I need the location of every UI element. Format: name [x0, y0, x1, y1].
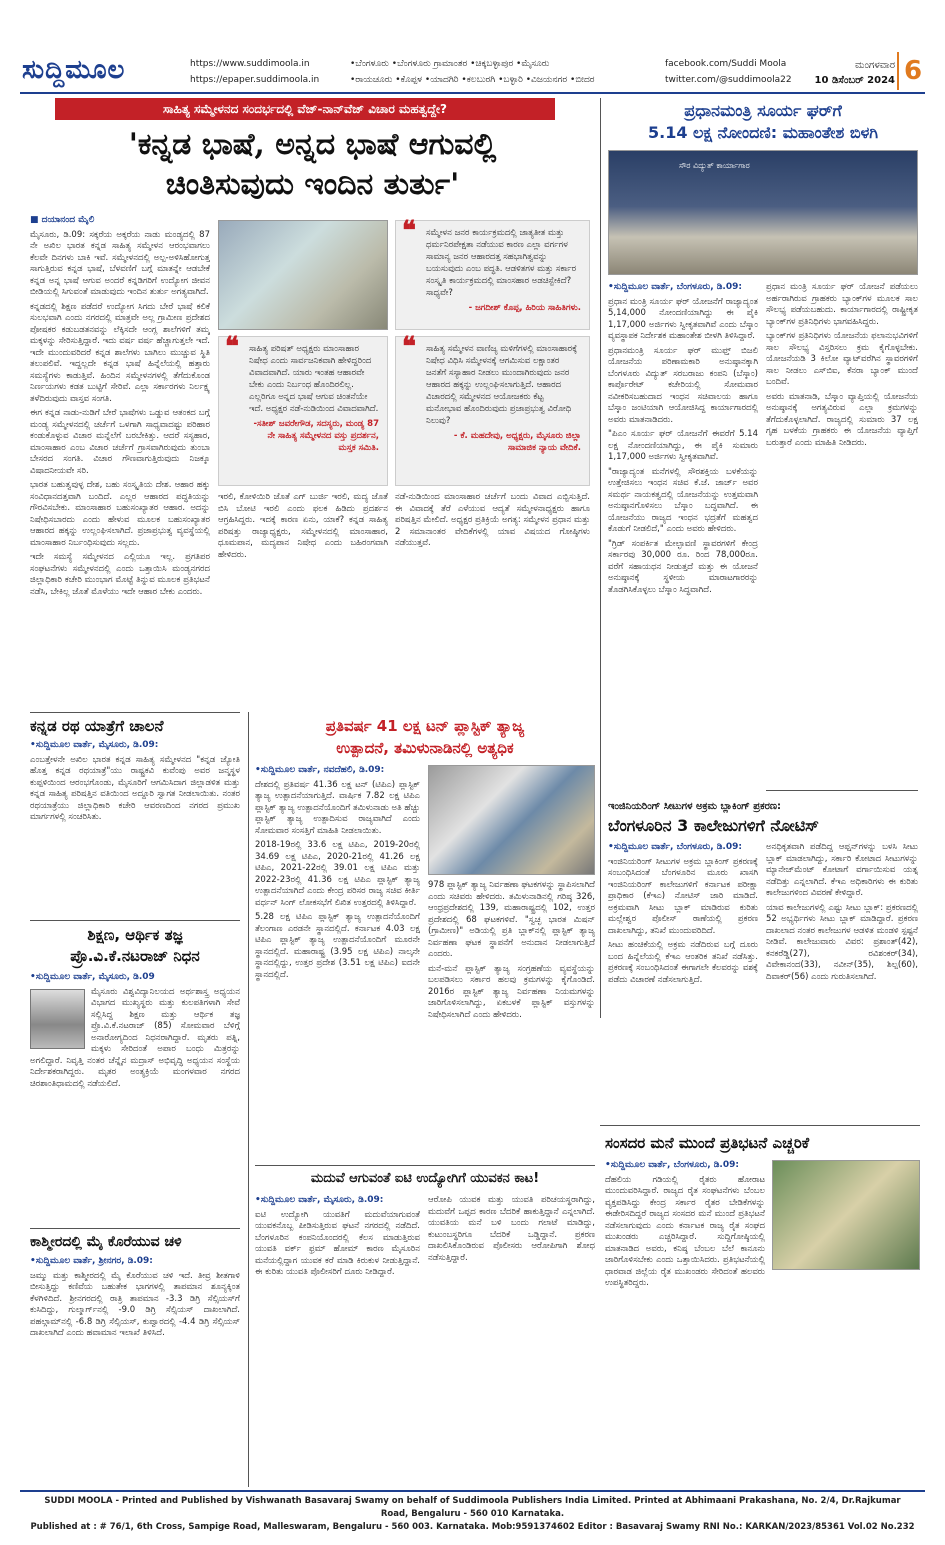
groom-column-1 [255, 1195, 420, 1485]
quote-mark-icon: ❝ [225, 332, 239, 362]
lead-column-3 [395, 492, 590, 685]
groom-byline: •ಸುದ್ದಿಮೂಲ ವಾರ್ತೆ, ಮೈಸೂರು, ಡಿ.09: [255, 1195, 384, 1205]
quote-mark-icon: ❝ [402, 332, 416, 362]
masthead-rule [20, 92, 925, 94]
groom-body-2: ಆರೋಪಿ ಯುವಕ ಮತ್ತು ಯುವತಿ ಪರಿಚಯಸ್ಥರಾಗಿದ್ದು, ಮದುವೆಗೆ ಒಪ್ಪದ ಕಾರಣ ಬೆದರಿಕೆ ಹಾಕುತ್ತಿದ್ದಾನೆ ಎನ್ನಲಾಗಿದೆ. ಯುವತಿಯ ಮನೆ ಬಳಿ ಬಂದು ಗಲಾಟೆ ಮಾಡಿದ್ದು, ಕುಟುಂಬಸ್ಥರಿಗೂ ಬೆದರಿಕೆ ಒಡ್ಡಿದ್ದಾನೆ. ಪ್ರಕರಣ ದಾಖಲಿಸಿಕೊಂಡಿರುವ ಪೊಲೀಸರು ಆರೋಪಿಗಾಗಿ ಶೋಧ ನಡೆಸುತ್ತಿದ್ದಾರೆ. [428, 1195, 595, 1263]
engineering-byline: •ಸುದ್ದಿಮೂಲ ವಾರ್ತೆ, ಬೆಂಗಳೂರು, ಡಿ.09: [608, 842, 742, 852]
obit-headline-line-1: ಶಿಕ್ಷಣ, ಆರ್ಥಿಕ ತಜ್ಞ [87, 926, 183, 944]
obit-column [30, 972, 240, 1222]
ratha-byline: •ಸುದ್ದಿಮೂಲ ವಾರ್ತೆ, ಮೈಸೂರು, ಡಿ.09: [30, 740, 159, 750]
quote-box-2 [218, 332, 388, 486]
engineering-kicker: ಇಂಜಿನಿಯರಿಂಗ್ ಸೀಟುಗಳ ಅಕ್ರಮ ಬ್ಲಾಕಿಂಗ್ ಪ್ರಕರಣ: [608, 801, 782, 812]
engineering-column-2 [766, 842, 918, 1122]
protest-byline: •ಸುದ್ದಿಮೂಲ ವಾರ್ತೆ, ಬೆಂಗಳೂರು, ಡಿ.09: [605, 1160, 739, 1170]
ratha-headline[interactable]: ಕನ್ನಡ ರಥ ಯಾತ್ರೆಗೆ ಚಾಲನೆ [30, 717, 164, 735]
website-link[interactable]: https://www.suddimoola.in [190, 59, 310, 69]
footer-rule [20, 1490, 925, 1492]
obit-portrait [30, 989, 85, 1049]
plastic-body-4: 978 ಪ್ಲಾಸ್ಟಿಕ್ ತ್ಯಾಜ್ಯ ನಿರ್ವಹಣಾ ಘಟಕಗಳನ್ನು ಸ್ಥಾಪಿಸಲಾಗಿದೆ ಎಂದು ಸಚಿವರು ಹೇಳಿದರು. ತಮಿಳುನಾಡಿನಲ್ಲಿ ಗರಿಷ್ಠ 326, ಆಂಧ್ರಪ್ರದೇಶದಲ್ಲಿ 139, ಮಹಾರಾಷ್ಟ್ರದಲ್ಲಿ 102, ಉತ್ತರ ಪ್ರದೇಶದಲ್ಲಿ 68 ಘಟಕಗಳಿವೆ. "ಸ್ವಚ್ಛ ಭಾರತ ಮಿಷನ್ (ಗ್ರಾಮೀಣ)" ಅಡಿಯಲ್ಲಿ ಪ್ರತಿ ಬ್ಲಾಕ್‌ನಲ್ಲಿ ಪ್ಲಾಸ್ಟಿಕ್ ತ್ಯಾಜ್ಯ ನಿರ್ವಹಣಾ ಘಟಕ ಸ್ಥಾಪನೆಗೆ ಅನುದಾನ ನೀಡಲಾಗುತ್ತಿದೆ ಎಂದರು. [428, 880, 595, 959]
plastic-column-1 [255, 765, 420, 1160]
plastic-body-3: 5.28 ಲಕ್ಷ ಟಿಪಿಎ ಪ್ಲಾಸ್ಟಿಕ್ ತ್ಯಾಜ್ಯ ಉತ್ಪಾದನೆಯೊಂದಿಗೆ ತೆಲಂಗಾಣ ಎರಡನೇ ಸ್ಥಾನದಲ್ಲಿದೆ. ಕರ್ನಾಟಕ 4.03 ಲಕ್ಷ ಟಿಪಿಎ ಪ್ಲಾಸ್ಟಿಕ್ ತ್ಯಾಜ್ಯ ಉತ್ಪಾದನೆಯೊಂದಿಗೆ ಮೂರನೇ ಸ್ಥಾನದಲ್ಲಿದೆ. ಮಹಾರಾಷ್ಟ್ರ (3.95 ಲಕ್ಷ ಟಿಪಿಎ) ನಾಲ್ಕನೇ ಸ್ಥಾನದಲ್ಲಿದ್ದು, ಉತ್ತರ ಪ್ರದೇಶ (3.51 ಲಕ್ಷ ಟಿಪಿಎ) ಐದನೇ ಸ್ಥಾನದಲ್ಲಿದೆ. [255, 912, 420, 980]
lead-body-2: ಕನ್ನಡದಲ್ಲಿ ಶಿಕ್ಷಣ ಪಡೆದರೆ ಉದ್ಯೋಗ ಸಿಗದು ಬೇರೆ ಭಾಷೆ ಕಲಿಕೆ ಸುಲಭವಾಗಿ ಎಂದು ನಗರದಲ್ಲಿ ಮಾತ್ರವೇ ಅಲ್ಲ ಗ್ರಾಮೀಣ ಪ್ರದೇಶದ ಪೋಷಕರ ಕಡುಬಡತನವನ್ನು ಲೆಕ್ಕಿಸದೇ ಆಂಗ್ಲ ಶಾಲೆಗಳಿಗೆ ತಮ್ಮ ಮಕ್ಕಳನ್ನು ಸೇರಿಸುತ್ತಿದ್ದಾರೆ. ಇದು ವರ್ಷ ವರ್ಷ ಹೆಚ್ಚಾಗುತ್ತಲೇ ಇದೆ. ಇದೇ ಮುಂದುವರಿದರೆ ಕನ್ನಡ ಶಾಲೆಗಳು ಬಾಗಿಲು ಮುಚ್ಚುವ ಸ್ಥಿತಿ ತಲುಪಲಿವೆ. ಇದ್ದಲ್ಲದೇ ಕನ್ನಡ ಭಾಷೆ ಹಿನ್ನೆಲೆಯಲ್ಲಿ ಹತ್ತಾರು ಸಮಸ್ಯೆಗಳು ಕಾಡುತ್ತಿವೆ. ಹಿಂದಿನ ಸಮ್ಮೇಳನಗಳಲ್ಲಿ ತೆಗೆದುಕೊಂಡ ನಿರ್ಣಯಗಳು ಕಡತ ಬುಟ್ಟಿಗೆ ಸೇರಿವೆ. ಎಲ್ಲಾ ಸರ್ಕಾರಗಳು ನಿರ್ಲಕ್ಷ್ಯ ತಳೆದಿರುವುದು ವಾಸ್ತವ ಸಂಗತಿ. [30, 301, 210, 404]
obit-headline-line-2: ಪ್ರೊ.ವಿ.ಕೆ.ನಟರಾಜ್ ನಿಧನ [70, 947, 200, 965]
engineering-body-2: ಸೀಟು ಹಂಚಿಕೆಯಲ್ಲಿ ಅಕ್ರಮ ನಡೆದಿರುವ ಬಗ್ಗೆ ದೂರು ಬಂದ ಹಿನ್ನೆಲೆಯಲ್ಲಿ ಕೆಇಎ ಆಂತರಿಕ ತನಿಖೆ ನಡೆಸಿತ್ತು. ಪ್ರಕರಣಕ್ಕೆ ಸಂಬಂಧಿಸಿದಂತೆ ಈಗಾಗಲೇ ಕೆಲವರನ್ನು ವಶಕ್ಕೆ ಪಡೆದು ವಿಚಾರಣೆ ನಡೆಸಲಾಗುತ್ತಿದೆ. [608, 940, 758, 985]
quote-3-attribution: - ಕೆ. ಮಹದೇವು, ಅಧ್ಯಕ್ಷರು, ಮೈಸೂರು ಜಿಲ್ಲಾ ಸಾಮಾಜಿಕ ನ್ಯಾಯ ವೇದಿಕೆ. [453, 431, 581, 453]
edition-cities [350, 56, 650, 88]
protest-headline[interactable]: ಸಂಸದರ ಮನೆ ಮುಂದೆ ಪ್ರತಿಭಟನೆ ಎಚ್ಚರಿಕೆ [605, 1134, 810, 1152]
protest-column [605, 1160, 765, 1485]
protest-photo [218, 220, 388, 330]
plastic-column-2 [428, 880, 595, 1160]
obit-byline: •ಸುದ್ದಿಮೂಲ ವಾರ್ತೆ, ಮೈಸೂರು, ಡಿ.09 [30, 972, 155, 982]
pm-body-1: ಪ್ರಧಾನ ಮಂತ್ರಿ ಸೂರ್ಯ ಘರ್ ಯೋಜನೆಗೆ ರಾಜ್ಯಾದ್ಯಂತ 5,14,000 ನೋಂದಣಿಯಾಗಿದ್ದು ಈ ಪೈಕಿ 1,17,000 ಅರ್ಜಿಗಳು ಸ್ವೀಕೃತವಾಗಿವೆ ಎಂದು ಬೆಸ್ಕಾಂ ವ್ಯವಸ್ಥಾಪಕ ನಿರ್ದೇಶಕ ಮಹಾಂತೇಶ ಬೀಳಗಿ ತಿಳಿಸಿದ್ದಾರೆ. [608, 296, 758, 341]
epaper-link[interactable]: https://epaper.suddimoola.in [190, 75, 320, 85]
groom-headline[interactable]: ಮದುವೆ ಆಗುವಂತೆ ಐಟಿ ಉದ್ಯೋಗಿಗೆ ಯುವಕನ ಕಾಟ! [310, 1171, 540, 1186]
section-rule [600, 1125, 920, 1126]
engineering-body-3: ಅನಧಿಕೃತವಾಗಿ ಪಡೆದಿದ್ದ ಆಪ್ಷನ್‌ಗಳನ್ನು ಬಳಸಿ ಸೀಟು ಬ್ಲಾಕ್ ಮಾಡಲಾಗಿದ್ದು, ಸರ್ಕಾರಿ ಕೋಟಾದ ಸೀಟುಗಳನ್ನು ಮ್ಯಾನೇಜ್‌ಮೆಂಟ್ ಕೋಟಾಗೆ ವರ್ಗಾಯಿಸುವ ಯತ್ನ ನಡೆದಿತ್ತು ಎನ್ನಲಾಗಿದೆ. ಕೆಇಎ ಅಧಿಕಾರಿಗಳು ಈ ಕುರಿತು ಕಾಲೇಜುಗಳಿಂದ ವಿವರಣೆ ಕೇಳಿದ್ದಾರೆ. [766, 842, 918, 898]
pm-byline: •ಸುದ್ದಿಮೂಲ ವಾರ್ತೆ, ಬೆಂಗಳೂರು, ಡಿ.09: [608, 282, 742, 292]
plastic-byline: •ಸುದ್ದಿಮೂಲ ವಾರ್ತೆ, ನವದೆಹಲಿ, ಡಿ.09: [255, 765, 385, 775]
pm-body-3: "ಪಿಎಂ ಸೂರ್ಯ ಘರ್ ಯೋಜನೆಗೆ ಈವರೆಗೆ 5.14 ಲಕ್ಷ ನೋಂದಣಿಯಾಗಿದ್ದು, ಈ ಪೈಕಿ ಸುಮಾರು 1,17,000 ಅರ್ಜಿಗಳು ಸ್ವೀಕೃತವಾಗಿವೆ. [608, 429, 758, 462]
quote-1-text: ಸಮ್ಮೇಳನ ಜನರ ಕಾರ್ಯಕ್ರಮದಲ್ಲಿ ಜಾತ್ಯತೀತ ಮತ್ತು ಧರ್ಮನಿರಪೇಕ್ಷತಾ ನಡೆಯುವ ಕಾರಣ ಎಲ್ಲಾ ವರ್ಗಗಳ ಸಾಮಾನ್ಯ ಜನರ ಆಹಾರದತ್ತ ಸಹಭಾಗಿತ್ವವನ್ನು ಬಯಸುವುದು ಎಂಬ ಪದ್ಧತಿ. ಆಡಳಿತಗಳ ಮತ್ತು ಸರ್ಕಾರ ಸಂಸ್ಕೃತಿ ಕಾರ್ಯಕ್ರಮದಲ್ಲಿ ಮಾಂಸಹಾರ ಅಡಚಿಸ್ಬೇಕಿದೆ? ಸಾಧ್ಯವೇ? [426, 228, 577, 298]
quote-3-text: ಸಾಹಿತ್ಯ ಸಮ್ಮೇಳನ ವಾಣಿಜ್ಯ ಮಳಿಗೆಗಳಲ್ಲಿ ಮಾಂಸಾಹಾರಕ್ಕೆ ನಿಷೇಧ ವಿಧಿಸಿ ಸಮ್ಮೇಳನಕ್ಕೆ ಆಗಮಿಸುವ ಲಕ್ಷಾಂತರ ಜನತೆಗೆ ಸಸ್ಯಾಹಾರ ನೀಡಲು ಮುಂದಾಗಿರುವುದು ಜನರ ಆಹಾರದ ಹಕ್ಕನ್ನು ಉಲ್ಲಂಘಿಸಲಾಗುತ್ತಿದೆ. ಆಹಾರದ ವಿಚಾರದಲ್ಲಿ ಸಮ್ಮೇಳನದ ಆಯೋಜಕರು ಕೆಟ್ಟ ಮನೋಭಾವ ಹೊಂದಿರುವುದು ಪ್ರಜಾಪ್ರಭುತ್ವ ವಿರೋಧಿ ನಿಲುವು? [426, 344, 578, 426]
section-rule [30, 1228, 240, 1229]
quote-2-attribution: -ಸತೀಶ್ ಜವರೇಗೌಡ, ಸದಸ್ಯರು, ಮಂಡ್ಯ 87 ನೇ ಸಾಹಿತ್ಯ ಸಮ್ಮೇಳನದ ವಸ್ತು ಪ್ರದರ್ಶನ, ಮಸ್ತಕ ಸಮಿತಿ. [253, 419, 379, 453]
lead-headline-line-1: 'ಕನ್ನಡ ಭಾಷೆ, ಅನ್ನದ ಭಾಷೆ ಆಗುವಲ್ಲಿ [128, 127, 497, 162]
quote-box-3 [395, 332, 590, 486]
lead-body-1: ಮೈಸೂರು, ಡಿ.09: ಸಕ್ಕರೆಯ ಅಕ್ಕರೆಯ ನಾಡು ಮಂಡ್ಯದಲ್ಲಿ 87 ನೇ ಅಖಿಲ ಭಾರತ ಕನ್ನಡ ಸಾಹಿತ್ಯ ಸಮ್ಮೇಳನ ಆರಂಭವಾಗಲು ಕೆಲವೇ ದಿನಗಳು ಬಾಕಿ ಇವೆ. ಸಮ್ಮೇಳನದಲ್ಲಿ ಅಲ್ಪ-ಅಳಿಸಿಹೋಗುತ್ತ ಸಾಗುತ್ತಿರುವ ಕನ್ನಡ ಭಾಷೆ, ಬೆಳವಣಿಗೆ ಬಗ್ಗೆ ಮಾತನ್ನೇ ಆಡಬೇಕೆ ಕನ್ನಡ ಅನ್ನ ಭಾಷೆ ಆಗುವ ಅಂದರೆ ಕನ್ನಡಿಗರಿಗೆ ಉದ್ಯೋಗ ಜೀವನ ಬೀಡಿಯಲ್ಲಿ ಸಿಗುವಂತೆ ಮಾಡುವುದು ಇಂದಿನ ತುರ್ತು ಅಗತ್ಯವಾಗಿದೆ. [30, 229, 210, 297]
lead-body-5: ಇದೇ ಸಮಸ್ಯೆ ಸಮ್ಮೇಳನದ ಎಲ್ಲಿಯೂ ಇಲ್ಲ. ಪ್ರಗತಿಪರ ಸಂಘಟನೆಗಳು ಸಮ್ಮೇಳನದಲ್ಲಿ ಎಂದು ಒತ್ತಾಯಿಸಿ ಮಂಡ್ಯನಗರದ ಜಿಲ್ಲಾಧಿಕಾರಿ ಕಚೇರಿ ಮುಂಭಾಗ ಮೊಟ್ಟೆ ತಿನ್ನುವ ಮೂಲಕ ಪ್ರತಿಭಟನೆ ನಡೆಸಿ, ಬೇಕಿಲ್ಲ ಜೊತೆ ಮೊಳೆಯು ಇದೇ ಆಹಾರ ಬೇಕು ಎಂದರು. [30, 552, 210, 597]
obit-headline[interactable] [30, 925, 240, 967]
newspaper-logo: ಸುದ್ದಿಮೂಲ [22, 55, 126, 85]
quote-box-1 [395, 216, 590, 330]
plastic-headline-line-2: ಉತ್ಪಾದನೆ, ತಮಿಳುನಾಡಿನಲ್ಲಿ ಅತ್ಯಧಿಕ [336, 739, 514, 757]
plastic-body-1: ದೇಶದಲ್ಲಿ ಪ್ರತಿವರ್ಷ 41.36 ಲಕ್ಷ ಟನ್ (ಟಿಪಿಎ) ಪ್ಲಾಸ್ಟಿಕ್ ತ್ಯಾಜ್ಯ ಉತ್ಪಾದನೆಯಾಗುತ್ತಿದೆ. ವಾರ್ಷಿಕ 7.82 ಲಕ್ಷ ಟಿಪಿಎ ಪ್ಲಾಸ್ಟಿಕ್ ತ್ಯಾಜ್ಯ ಉತ್ಪಾದನೆಯೊಂದಿಗೆ ತಮಿಳುನಾಡು ಅತಿ ಹೆಚ್ಚು ಪ್ಲಾಸ್ಟಿಕ್ ತ್ಯಾಜ್ಯ ಉತ್ಪಾದಿಸುವ ರಾಜ್ಯವಾಗಿದೆ ಎಂದು ಸೋಮವಾರ ಸಂಸತ್ತಿಗೆ ಮಾಹಿತಿ ನೀಡಲಾಯಿತು. [255, 779, 420, 836]
engineering-headline[interactable]: ಬೆಂಗಳೂರಿನ 3 ಕಾಲೇಜುಗಳಿಗೆ ನೋಟಿಸ್ [608, 816, 819, 835]
weekday: ಮಂಗಳವಾರ [854, 60, 895, 71]
imprint-line-2: Published at : # 76/1, 6th Cross, Sampige Road, Malleswaram, Bengaluru - 560 003. Karnataka. Mob:9591374602 Editor : Basavaraj Swamy RNI No.: KARKAN/2023/85361 Vol.02 No.232 [30, 1522, 915, 1532]
lead-body-7: ನಡೆ-ನುಡಿಯಿಂದ ಮಾಂಸಾಹಾರ ಚರ್ಚೆಗೆ ಬಂದು ವಿವಾದ ಎಬ್ಬಿಸುತ್ತಿದೆ. ಈ ವಿವಾದಕ್ಕೆ ತೆರೆ ಎಳೆಯುವ ಆದ್ಯತೆ ಸಮ್ಮೇಳನಾಧ್ಯಕ್ಷರು ಹಾಗೂ ಪರಿಷತ್ತಿನ ಮೇಲಿದೆ. ಅಧ್ಯಕ್ಷರ ಪ್ರತಿಕ್ರಿಯೆ ಅಗತ್ಯ: ಸಮ್ಮೇಳನ ಪ್ರಧಾನ ಮತ್ತು 2 ಸಮಾನಾಂತರ ವೇದಿಕೆಗಳಲ್ಲಿ ಯಾವ ವಿಷಯದ ಗೋಷ್ಠಿಗಳು ನಡೆಯುತ್ತವೆ. [395, 492, 590, 548]
plastic-headline[interactable] [255, 715, 595, 759]
lead-headline-line-2: ಚಿಂತಿಸುವುದು ಇಂದಿನ ತುರ್ತು' [165, 167, 460, 202]
pm-headline-line-2: 5.14 ಲಕ್ಷ ನೋಂದಣಿ: ಮಹಾಂತೇಶ ಬಿಳಗಿ [647, 123, 879, 142]
plastic-headline-line-1: ಪ್ರತಿವರ್ಷ 41 ಲಕ್ಷ ಟನ್ ಪ್ಲಾಸ್ಟಿಕ್ ತ್ಯಾಜ್ಯ [325, 717, 525, 735]
plastic-body-2: 2018-19ರಲ್ಲಿ 33.6 ಲಕ್ಷ ಟಿಪಿಎ, 2019-20ರಲ್ಲಿ 34.69 ಲಕ್ಷ ಟಿಪಿಎ, 2020-21ರಲ್ಲಿ 41.26 ಲಕ್ಷ ಟಿಪಿಎ, 2021-22ರಲ್ಲಿ 39.01 ಲಕ್ಷ ಟಿಪಿಎ ಮತ್ತು 2022-23ರಲ್ಲಿ 41.36 ಲಕ್ಷ ಟಿಪಿಎ ಪ್ಲಾಸ್ಟಿಕ್ ತ್ಯಾಜ್ಯ ಉತ್ಪಾದನೆಯಾಗಿದೆ ಎಂದು ಕೇಂದ್ರ ಪರಿಸರ ರಾಜ್ಯ ಸಚಿವ ಕೀರ್ತಿ ವರ್ಧನ್ ಸಿಂಗ್ ಲೋಕಸಭೆಗೆ ಲಿಖಿತ ಉತ್ತರದಲ್ಲಿ ತಿಳಿಸಿದ್ದಾರೆ. [255, 840, 420, 908]
cities-line-2: •ರಾಯಚೂರು •ಕೊಪ್ಪಳ •ಯಾದಗಿರಿ •ಕಲಬುರಗಿ •ಬಳ್ಳಾರಿ •ವಿಜಯನಗರ •ಬೀದರ [350, 75, 595, 85]
pm-body-4: "ರಾಜ್ಯಾದ್ಯಂತ ಮನೆಗಳಲ್ಲಿ ಸೌರಶಕ್ತಿಯ ಬಳಕೆಯನ್ನು ಉತ್ತೇಜಿಸಲು ಇಂಧನ ಸಚಿವ ಕೆ.ಜೆ. ಜಾರ್ಜ್ ಅವರ ಸಮರ್ಥ ನಾಯಕತ್ವದಲ್ಲಿ ಯೋಜನೆಯನ್ನು ಉತ್ತಮವಾಗಿ ಅನುಷ್ಠಾನಗೊಳಿಸಲು ಬೆಸ್ಕಾಂ ಬದ್ಧವಾಗಿದೆ. ಈ ಯೋಜನೆಯು ರಾಜ್ಯದ ಇಂಧನ ಭದ್ರತೆಗೆ ಮಹತ್ವದ ಕೊಡುಗೆ ನೀಡಲಿದೆ," ಎಂದು ಅವರು ಹೇಳಿದರು. [608, 466, 758, 534]
groom-body-1: ಐಟಿ ಉದ್ಯೋಗಿ ಯುವತಿಗೆ ಮದುವೆಯಾಗುವಂತೆ ಯುವಕನೊಬ್ಬ ಪೀಡಿಸುತ್ತಿರುವ ಘಟನೆ ನಗರದಲ್ಲಿ ನಡೆದಿದೆ. ಬೆಂಗಳೂರಿನ ಕಂಪನಿಯೊಂದರಲ್ಲಿ ಕೆಲಸ ಮಾಡುತ್ತಿರುವ ಯುವತಿ ವರ್ಕ್ ಫ್ರಮ್ ಹೋಮ್ ಕಾರಣ ಮೈಸೂರಿನ ಮನೆಯಲ್ಲಿದ್ದಾಗ ಯುವಕ ಕರೆ ಮಾಡಿ ಕಿರುಕುಳ ನೀಡುತ್ತಿದ್ದಾನೆ. ಈ ಕುರಿತು ಯುವತಿ ಪೊಲೀಸರಿಗೆ ದೂರು ನೀಡಿದ್ದಾರೆ. [255, 1209, 420, 1277]
engineering-body-4: ಯಾವ ಕಾಲೇಜುಗಳಲ್ಲಿ ಎಷ್ಟು ಸೀಟು ಬ್ಲಾಕ್: ಪ್ರಕರಣದಲ್ಲಿ 52 ಅಭ್ಯರ್ಥಿಗಳು ಸೀಟು ಬ್ಲಾಕ್ ಮಾಡಿದ್ದಾರೆ. ಪ್ರಕರಣ ದಾಖಲಾದ ನಂತರ ಕಾಲೇಜುಗಳ ಆಡಳಿತ ಮಂಡಳಿ ಸ್ಪಷ್ಟನೆ ನೀಡಿವೆ. ಕಾಲೇಜುವಾರು ವಿವರ: ಪ್ರಶಾಂತ್(42), ಕನಕರೆಡ್ಡಿ(27), ರವಿಶಂಕರ್(34), ವಿವೇಕಾನಂದ(33), ನವೀನ್(35), ಶಿಲ್ಪ(60), ದಿವಾಕರ್(56) ಎಂದು ಗುರುತಿಸಲಾಗಿದೆ. [766, 902, 918, 982]
section-rule [30, 920, 240, 921]
lead-byline: ■ ದಯಾನಂದ ಮೈಲಿ [30, 215, 95, 225]
protest-body: ದೆಹಲಿಯ ಗಡಿಯಲ್ಲಿ ರೈತರು ಹೋರಾಟ ಮುಂದುವರಿಸಿದ್ದಾರೆ. ರಾಜ್ಯದ ರೈತ ಸಂಘಟನೆಗಳು ಬೆಂಬಲ ವ್ಯಕ್ತಪಡಿಸಿದ್ದು ಕೇಂದ್ರ ಸರ್ಕಾರ ರೈತರ ಬೇಡಿಕೆಗಳನ್ನು ಈಡೇರಿಸದಿದ್ದರೆ ರಾಜ್ಯದ ಸಂಸದರ ಮನೆ ಮುಂದೆ ಪ್ರತಿಭಟನೆ ನಡೆಸಲಾಗುವುದು ಎಂದು ಕರ್ನಾಟಕ ರಾಜ್ಯ ರೈತ ಸಂಘದ ಮುಖಂಡರು ಎಚ್ಚರಿಸಿದ್ದಾರೆ. ಸುದ್ದಿಗೋಷ್ಠಿಯಲ್ಲಿ ಮಾತನಾಡಿದ ಅವರು, ಕನಿಷ್ಠ ಬೆಂಬಲ ಬೆಲೆ ಕಾನೂನು ಜಾರಿಗೊಳಿಸಬೇಕು ಎಂದು ಒತ್ತಾಯಿಸಿದರು. ಪ್ರತಿಭಟನೆಯಲ್ಲಿ ಧಾರವಾಡ ಜಿಲ್ಲೆಯ ರೈತ ಮುಖಂಡರು ಸೇರಿದಂತೆ ಹಲವರು ಉಪಸ್ಥಿತರಿದ್ದರು. [605, 1174, 765, 1288]
twitter-link[interactable]: twitter.com/@suddimoola22 [665, 75, 792, 85]
plastic-body-5: ಮನೆ-ಮನೆ ಪ್ಲಾಸ್ಟಿಕ್ ತ್ಯಾಜ್ಯ ಸಂಗ್ರಹಣೆಯ ವ್ಯವಸ್ಥೆಯನ್ನು ಬಲಪಡಿಸಲು ಸರ್ಕಾರ ಹಲವು ಕ್ರಮಗಳನ್ನು ಕೈಗೊಂಡಿದೆ. 2016ರ ಪ್ಲಾಸ್ಟಿಕ್ ತ್ಯಾಜ್ಯ ನಿರ್ವಹಣಾ ನಿಯಮಗಳನ್ನು ಜಾರಿಗೊಳಿಸಲಾಗಿದ್ದು, ಏಕಬಳಕೆ ಪ್ಲಾಸ್ಟಿಕ್ ವಸ್ತುಗಳನ್ನು ನಿಷೇಧಿಸಲಾಗಿದೆ ಎಂದು ಹೇಳಿದರು. [428, 963, 595, 1020]
web-links [190, 56, 319, 88]
section-rule [255, 1165, 595, 1166]
pm-headline-line-1: ಪ್ರಧಾನಮಂತ್ರಿ ಸೂರ್ಯ ಘರ್‌ಗೆ [684, 101, 842, 120]
column-divider [600, 98, 601, 1018]
kashmir-byline: •ಸುದ್ದಿಮೂಲ ವಾರ್ತೆ, ಶ್ರೀನಗರ, ಡಿ.09: [30, 1256, 153, 1266]
ratha-column [30, 740, 240, 915]
pm-body-2: ಪ್ರಧಾನಮಂತ್ರಿ ಸೂರ್ಯ ಘರ್ ಮುಫ್ತ್ ಬಿಜಲಿ ಯೋಜನೆಯ ಪರಿಣಾಮಕಾರಿ ಅನುಷ್ಠಾನಕ್ಕಾಗಿ ಬೆಂಗಳೂರು ವಿದ್ಯುತ್ ಸರಬರಾಜು ಕಂಪನಿ (ಬೆಸ್ಕಾಂ) ಕಾರ್ಪೊರೇಟ್ ಕಚೇರಿಯಲ್ಲಿ ಸೋಮವಾರ ನವೀಕರಿಸಬಹುದಾದ ಇಂಧನ ಸಚಿವಾಲಯ ಹಾಗೂ ಬೆಸ್ಕಾಂ ಜಂಟಿಯಾಗಿ ಆಯೋಜಿಸಿದ್ದ ಕಾರ್ಯಾಗಾರದಲ್ಲಿ ಅವರು ಮಾತನಾಡಿದರು. [608, 345, 758, 425]
imprint-line-1: SUDDI MOOLA - Printed and Published by Vishwanath Basavaraj Swamy on behalf of Suddimoola Publishers India Limited. Printed at Abhimaani Prakashana, No. 2/4, Dr.Rajkumar Road, Bengaluru - 560 010 Karnataka. [44, 1496, 901, 1519]
quote-mark-icon: ❝ [402, 216, 416, 246]
cities-line-1: •ಬೆಂಗಳೂರು •ಬೆಂಗಳೂರು ಗ್ರಾಮಾಂತರ •ಚಿಕ್ಕಬಳ್ಳಾಪುರ •ಮೈಸೂರು [350, 59, 550, 69]
lead-banner: ಸಾಹಿತ್ಯ ಸಮ್ಮೇಳನದ ಸಂದರ್ಭದಲ್ಲಿ ವೆಜ್-ನಾನ್‌ವೆಜ್ ವಿಚಾರ ಮಹತ್ವದ್ದೇ? [55, 98, 555, 120]
workshop-photo [608, 150, 918, 275]
lead-body-6: ಇರಲಿ, ಕೋಳಿಯಿರಿ ಜೊತೆ ಎಗ್ ಬುರ್ಜಿ ಇರಲಿ, ಮದ್ಯ ಜೊತೆ ಬಿಸಿ ಬೋಟಿ ಇರಲಿ ಎಂದು ಫಲಕ ಹಿಡಿದು ಪ್ರದರ್ಶನ ಆಗ್ರಹಿಸಿದ್ದರು. ಇದಕ್ಕೆ ಕಾರಣ ಏನು, ಯಾಕೆ? ಕನ್ನಡ ಸಾಹಿತ್ಯ ಪರಿಷತ್ತು ರಾಜ್ಯಾಧ್ಯಕ್ಷರು, ಸಮ್ಮೇಳನದಲ್ಲಿ ಮಾಂಸಾಹಾರ, ಧೂಮಪಾನ, ಮದ್ಯಪಾನ ನಿಷೇಧ ಎಂದು ಬಹಿರಂಗವಾಗಿ ಹೇಳಿದರು. [218, 492, 388, 560]
photo-caption: ಸೌರ ವಿದ್ಯುತ್ ಕಾರ್ಯಾಗಾರ [679, 161, 750, 170]
quote-2-text: ಸಾಹಿತ್ಯ ಪರಿಷತ್ ಅಧ್ಯಕ್ಷರು ಮಾಂಸಾಹಾರ ನಿಷೇಧ ಎಂದು ಸಾರ್ವಜನಿಕವಾಗಿ ಹೇಳಿದ್ದರಿಂದ ವಿವಾದವಾಗಿದೆ. ಯಾರು ಇಂತಹ ಆಹಾರವೇ ಬೇಕು ಎಂದು ನಿರ್ಬಂಧ ಹೊಂದಿರಲಿಲ್ಲ. ಎಲ್ಲರಿಗೂ ಅನ್ನದ ಭಾಷೆ ಆಗುವ ಚಿಂತನೆಯೇ ಇದೆ. ಅಧ್ಯಕ್ಷರ ನಡೆ-ನುಡಿಯಿಂದ ವಿವಾದವಾಗಿದೆ. [249, 344, 379, 414]
date-block [775, 58, 895, 88]
page-number: 6 [897, 52, 927, 90]
engineering-body-1: ಇಂಜಿನಿಯರಿಂಗ್ ಸೀಟುಗಳ ಅಕ್ರಮ ಬ್ಲಾಕಿಂಗ್ ಪ್ರಕರಣಕ್ಕೆ ಸಂಬಂಧಿಸಿದಂತೆ ಬೆಂಗಳೂರಿನ ಮೂರು ಖಾಸಗಿ ಇಂಜಿನಿಯರಿಂಗ್ ಕಾಲೇಜುಗಳಿಗೆ ಕರ್ನಾಟಕ ಪರೀಕ್ಷಾ ಪ್ರಾಧಿಕಾರ (ಕೆಇಎ) ನೋಟಿಸ್ ಜಾರಿ ಮಾಡಿದೆ. ಅಕ್ರಮವಾಗಿ ಸೀಟು ಬ್ಲಾಕ್ ಮಾಡಿರುವ ಕುರಿತು ಮಲ್ಲೇಶ್ವರ ಪೊಲೀಸ್ ಠಾಣೆಯಲ್ಲಿ ಪ್ರಕರಣ ದಾಖಲಾಗಿದ್ದು, ತನಿಖೆ ಮುಂದುವರಿದಿದೆ. [608, 856, 758, 936]
lead-column-1 [30, 215, 210, 685]
section-rule [766, 790, 918, 791]
kashmir-body: ಜಮ್ಮು ಮತ್ತು ಕಾಶ್ಮೀರದಲ್ಲಿ ಮೈ ಕೊರೆಯುವ ಚಳಿ ಇದೆ. ತೀವ್ರ ಶೀತಗಾಳಿ ಬೀಸುತ್ತಿದ್ದು ಕಣಿವೆಯ ಬಹುತೇಕ ಭಾಗಗಳಲ್ಲಿ ತಾಪಮಾನ ಶೂನ್ಯಕ್ಕಿಂತ ಕೆಳಗಿಳಿದಿದೆ. ಶ್ರೀನಗರದಲ್ಲಿ ರಾತ್ರಿ ತಾಪಮಾನ -3.3 ಡಿಗ್ರಿ ಸೆಲ್ಸಿಯಸ್‌ಗೆ ಕುಸಿದಿದ್ದು, ಗುಲ್ಮಾರ್ಗ್‌ನಲ್ಲಿ -9.0 ಡಿಗ್ರಿ ಸೆಲ್ಸಿಯಸ್ ದಾಖಲಾಗಿದೆ. ಪಹಲ್ಗಾಮ್‌ನಲ್ಲಿ -6.8 ಡಿಗ್ರಿ ಸೆಲ್ಸಿಯಸ್, ಕುಪ್ವಾರದಲ್ಲಿ -4.4 ಡಿಗ್ರಿ ಸೆಲ್ಸಿಯಸ್ ದಾಖಲಾಗಿದೆ ಎಂದು ಹವಾಮಾನ ಇಲಾಖೆ ತಿಳಿಸಿದೆ. [30, 1270, 240, 1338]
lead-column-2 [218, 492, 388, 685]
facebook-link[interactable]: facebook.com/Suddi Moola [665, 59, 787, 69]
obit-body: ಮೈಸೂರು ವಿಶ್ವವಿದ್ಯಾನಿಲಯದ ಅರ್ಥಶಾಸ್ತ್ರ ಅಧ್ಯಯನ ವಿಭಾಗದ ಮುಖ್ಯಸ್ಥರು ಮತ್ತು ಕುಲಪತಿಗಳಾಗಿ ಸೇವೆ ಸಲ್ಲಿಸಿದ್ದ ಶಿಕ್ಷಣ ಮತ್ತು ಆರ್ಥಿಕ ತಜ್ಞ ಪ್ರೊ.ವಿ.ಕೆ.ನಟರಾಜ್ (85) ಸೋಮವಾರ ಬೆಳಿಗ್ಗೆ ಅನಾರೋಗ್ಯದಿಂದ ನಿಧನರಾಗಿದ್ದಾರೆ. ಮೃತರು ಪತ್ನಿ, ಮಕ್ಕಳು ಸೇರಿದಂತೆ ಅಪಾರ ಬಂಧು ಮಿತ್ರರನ್ನು ಅಗಲಿದ್ದಾರೆ. ನಿವೃತ್ತಿ ನಂತರ ಚೆನ್ನೈನ ಮದ್ರಾಸ್ ಅಭಿವೃದ್ಧಿ ಅಧ್ಯಯನ ಸಂಸ್ಥೆಯ ನಿರ್ದೇಶಕರಾಗಿದ್ದರು. ಮೃತರ ಅಂತ್ಯಕ್ರಿಯೆ ಮಂಗಳವಾರ ನಗರದ ಚಿರಶಾಂತಿಧಾಮದಲ್ಲಿ ನಡೆಯಲಿದೆ. [30, 986, 240, 1089]
pm-body-5: "ಗ್ರಿಡ್ ಸಂಪರ್ಕಿತ ಮೇಲ್ಛಾವಣಿ ಸ್ಥಾವರಗಳಿಗೆ ಕೇಂದ್ರ ಸರ್ಕಾರವು 30,000 ರೂ. ರಿಂದ 78,000ರೂ. ವರೆಗೆ ಸಹಾಯಧನ ನೀಡುತ್ತದೆ ಮತ್ತು ಈ ಯೋಜನೆ ಅನುಷ್ಠಾನಕ್ಕೆ ಸ್ಥಳೀಯ ಮಾರಾಟಗಾರರನ್ನು ತೊಡಗಿಸಿಕೊಳ್ಳಲು ಬೆಸ್ಕಾಂ ಸಿದ್ಧವಾಗಿದೆ. [608, 538, 758, 595]
quote-1-attribution: - ಜಗದೀಶ್ ಕೊಪ್ಪ, ಹಿರಿಯ ಸಾಹಿತಿಗಳು. [468, 303, 581, 313]
pm-body-8: ಅವರು ಮಾತನಾಡಿ, ಬೆಸ್ಕಾಂ ವ್ಯಾಪ್ತಿಯಲ್ಲಿ ಯೋಜನೆಯ ಅನುಷ್ಠಾನಕ್ಕೆ ಅಗತ್ಯವಿರುವ ಎಲ್ಲಾ ಕ್ರಮಗಳನ್ನು ತೆಗೆದುಕೊಳ್ಳಲಾಗಿದೆ. ರಾಜ್ಯದಲ್ಲಿ ಸುಮಾರು 37 ಲಕ್ಷ ಗೃಹ ಬಳಕೆಯ ಗ್ರಾಹಕರು ಈ ಯೋಜನೆಯ ವ್ಯಾಪ್ತಿಗೆ ಬರುತ್ತಾರೆ ಎಂದು ಮಾಹಿತಿ ನೀಡಿದರು. [766, 391, 918, 448]
ratha-body: ಎಂಬತ್ತೇಳನೇ ಅಖಿಲ ಭಾರತ ಕನ್ನಡ ಸಾಹಿತ್ಯ ಸಮ್ಮೇಳನದ "ಕನ್ನಡ ಜ್ಯೋತಿ ಹೊತ್ತ ಕನ್ನಡ ರಥಯಾತ್ರೆ"ಯು ರಾಷ್ಟ್ರಕವಿ ಕುವೆಂಪು ಅವರ ಜನ್ಮಸ್ಥಳ ಕುಪ್ಪಳಿಯಿಂದ ಆರಂಭಗೊಂಡು, ಮೈಸೂರಿಗೆ ಆಗಮಿಸಿದಾಗ ಜಿಲ್ಲಾಡಳಿತ ಮತ್ತು ಕನ್ನಡ ಸಾಹಿತ್ಯ ಪರಿಷತ್ತಿನ ವತಿಯಿಂದ ಅದ್ದೂರಿ ಸ್ವಾಗತ ನೀಡಲಾಯಿತು. ನಂತರ ರಥಯಾತ್ರೆಯು ಜಿಲ್ಲಾಧಿಕಾರಿ ಕಚೇರಿ ಆವರಣದಿಂದ ನಗರದ ಪ್ರಮುಖ ಮಾರ್ಗಗಳಲ್ಲಿ ಸಂಚರಿಸಿತು. [30, 754, 240, 822]
lead-body-3: ಈಗ ಕನ್ನಡ ನಾಡು-ನುಡಿಗೆ ಬೇರೆ ಭಾಷೆಗಳು ಒಡ್ಡುವ ಆತಂಕದ ಬಗ್ಗೆ ಮಂಡ್ಯ ಸಮ್ಮೇಳನದಲ್ಲಿ ಚರ್ಚೆಗೆ ಒಳಗಾಗಿ ಸಾಧ್ಯವಾದಷ್ಟು ಪರಿಹಾರ ಕಂಡುಕೊಳ್ಳುವ ವಿಚಾರ ಮನ್ನೆಲೆಗೆ ಬರಬೇಕಿತ್ತು. ಆದರೆ ಸಸ್ಯಹಾರ, ಮಾಂಸಾಹಾರ ಎಂಬ ವಿಚಾರ ಚರ್ಚೆಗೆ ಗ್ರಾಸವಾಗಿರುವುದು ತುಂಬಾ ಬೇಸರದ ಸಂಗತಿ. ವಿಚಾರ ಗೌಣವಾಗುತ್ತಿರುವುದು ನಿಜಕ್ಕೂ ವಿಷಾದನೀಯವೇ ಸರಿ. [30, 408, 210, 476]
section-rule [30, 712, 240, 713]
pm-story-headline[interactable] [608, 100, 918, 144]
farmers-photo [772, 1160, 920, 1270]
kashmir-headline[interactable]: ಕಾಶ್ಮೀರದಲ್ಲಿ ಮೈ ಕೊರೆಯುವ ಚಳಿ [30, 1234, 182, 1250]
issue-date: 10 ಡಿಸೆಂಬರ್ 2024 [814, 75, 895, 86]
engineering-column-1 [608, 842, 758, 1122]
column-divider [248, 712, 249, 1487]
lead-body-4: ಭಾರತ ಬಹುತ್ವವುಳ್ಳ ದೇಶ, ಬಹು ಸಂಸ್ಕೃತಿಯ ದೇಶ. ಆಹಾರ ಹಕ್ಕು ಸಂವಿಧಾನದತ್ತವಾಗಿ ಬಂದಿದೆ. ಎಲ್ಲರ ಆಹಾರದ ಪದ್ಧತಿಯನ್ನು ಗೌರವಿಸಬೇಕು. ಮಾಂಸಾಹಾರ ಬಹುಸಂಖ್ಯಾತರ ಆಹಾರ. ಅದನ್ನು ನಿಷೇಧಿಸಬಾರದು ಎಂದು ಹೇಳುವ ಮೂಲಕ ಬಹುಸಂಖ್ಯಾತರ ಆಹಾರದ ಹಕ್ಕನ್ನು ಉಲ್ಲಂಘಿಸಲಾಗಿದೆ. ಪ್ರಜಾಪ್ರಭುತ್ವ ವ್ಯವಸ್ಥೆಯಲ್ಲಿ ಮಾಂಸಾಹಾರ ನಿರ್ಬಂಧಿಸುವುದು ಸಲ್ಲದು. [30, 480, 210, 548]
kashmir-column [30, 1256, 240, 1486]
plastic-waste-photo [428, 765, 595, 875]
lead-headline[interactable] [30, 125, 595, 205]
pm-column-2 [766, 282, 918, 782]
imprint-footer [30, 1495, 915, 1534]
groom-column-2 [428, 1195, 595, 1485]
social-links [665, 56, 792, 88]
pm-body-7: ಬ್ಯಾಂಕ್‌ಗಳ ಪ್ರತಿನಿಧಿಗಳು ಯೋಜನೆಯ ಫಲಾನುಭವಿಗಳಿಗೆ ಸಾಲ ಸೌಲಭ್ಯ ವಿಸ್ತರಿಸಲು ಕ್ರಮ ಕೈಗೊಳ್ಳಬೇಕು. ಯೋಜನೆಯಡಿ 3 ಕಿಲೋ ವ್ಯಾಟ್‌ವರೆಗಿನ ಸ್ಥಾವರಗಳಿಗೆ ಸಾಲ ನೀಡಲು ಎಸ್‌ಬಿಐ, ಕೆನರಾ ಬ್ಯಾಂಕ್ ಮುಂದೆ ಬಂದಿವೆ. [766, 331, 918, 387]
pm-body-6: ಪ್ರಧಾನ ಮಂತ್ರಿ ಸೂರ್ಯ ಘರ್ ಯೋಜನೆ ಪಡೆಯಲು ಅರ್ಹರಾಗಿರುವ ಗ್ರಾಹಕರು ಬ್ಯಾಂಕ್‌ಗಳ ಮೂಲಕ ಸಾಲ ಸೌಲಭ್ಯ ಪಡೆಯಬಹುದು. ಕಾರ್ಯಾಗಾರದಲ್ಲಿ ರಾಷ್ಟ್ರೀಕೃತ ಬ್ಯಾಂಕ್‌ಗಳ ಪ್ರತಿನಿಧಿಗಳು ಭಾಗವಹಿಸಿದ್ದರು. [766, 282, 918, 327]
